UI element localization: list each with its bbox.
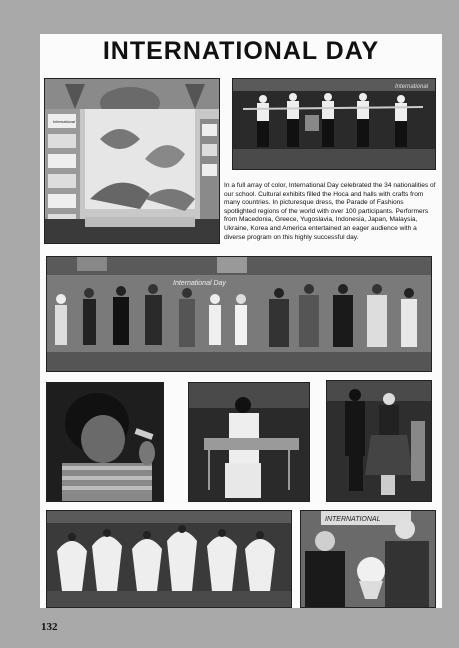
photo-award-presentation: [300, 510, 436, 608]
parade-image: [47, 257, 431, 371]
photo-dance-troupe: [46, 510, 292, 608]
exhibit-sign-text: International: [53, 119, 76, 124]
award-image: [301, 511, 435, 607]
dancers-image: [233, 79, 435, 169]
photo-dancers: [232, 78, 436, 170]
dance-banner-text: International: [395, 84, 429, 90]
instrument-image: [189, 383, 309, 501]
troupe-image: [47, 511, 291, 607]
parade-banner-text: International Day: [173, 280, 226, 287]
photo-cultural-exhibit: [44, 78, 220, 244]
award-banner-text: INTERNATIONAL: [325, 516, 381, 523]
page-number: 132: [41, 621, 58, 633]
article-caption: In a full array of color, International Day celebrated the 34 nationalities of our school. Cultural exhibits filled the Hoca and halls with crafts from many countries. In picturesque dress, the Parade of Fashions spotlighted regions of the world with over 100 participants. Performers from Macedonia, Greece, Yugoslavia, Indonesia, Japan, Malaysia, Ukraine, Korea and America entertained an eager audience with a diverse program on this highly successful day.: [224, 182, 436, 241]
photo-singer: [46, 382, 164, 502]
exhibit-image: [45, 79, 219, 243]
page-title: INTERNATIONAL DAY: [102, 37, 380, 65]
photo-instrument-player: [188, 382, 310, 502]
couple-image: [327, 381, 431, 501]
yearbook-page: [40, 34, 442, 608]
photo-dancing-couple: [326, 380, 432, 502]
photo-parade-of-fashions: [46, 256, 432, 372]
singer-image: [47, 383, 163, 501]
